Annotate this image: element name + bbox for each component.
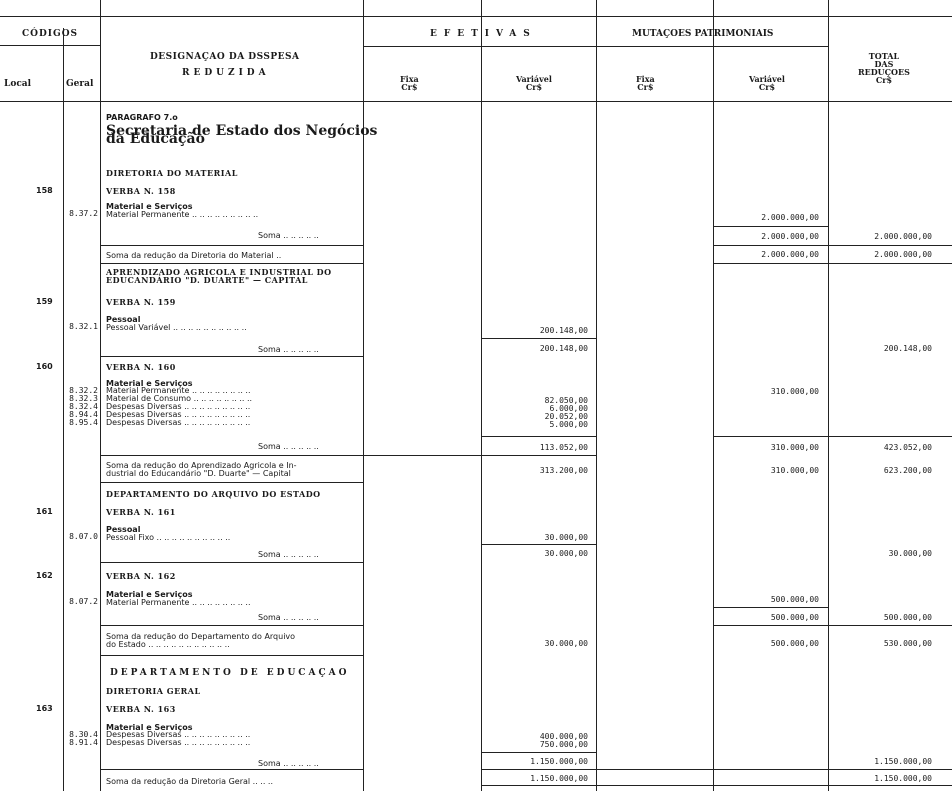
rule-11 bbox=[713, 607, 828, 608]
material-servicos-1: Material e Serviços bbox=[106, 202, 193, 211]
soma-diretoria-material-mut-var: 2.000.000,00 bbox=[761, 250, 819, 259]
rule-15b bbox=[481, 769, 952, 770]
rule-1 bbox=[713, 226, 828, 227]
rule-12 bbox=[100, 625, 363, 626]
soma-6-total: 1.150.000,00 bbox=[874, 757, 932, 766]
items-163: Despesas Diversas .. .. .. .. .. .. .. .. .. Despesas Diversas .. .. .. .. .. .. .. .. .. bbox=[106, 730, 251, 747]
local-code-162: 162 bbox=[36, 571, 53, 580]
geral-codes-163: 8.30.4 8.91.4 bbox=[69, 730, 98, 747]
diretoria-material-heading: DIRETORIA DO MATERIAL bbox=[106, 168, 238, 178]
header-mutacoes: MUTAÇOES PATRIMONIAIS bbox=[632, 29, 774, 39]
soma-aprendizado-label: Soma da redução do Aprendizado Agricola e In- dustrial do Educandário "D. Duarte" — Capital bbox=[106, 461, 297, 478]
rule-9 bbox=[481, 544, 596, 545]
material-permanente-1: Material Permanente .. .. .. .. .. .. .. .. .. bbox=[106, 210, 259, 219]
soma-arquivo-label: Soma da redução do Departamento do Arquivo do Estado .. .. .. .. .. .. .. .. .. .. .. bbox=[106, 632, 296, 649]
aprendizado-heading: APRENDIZADO AGRICOLA E INDUSTRIAL DO EDUCANDÁRIO "D. DUARTE" — CAPITAL bbox=[106, 267, 332, 285]
material-servicos-3: Material e Serviços bbox=[106, 590, 193, 599]
header-geral: Geral bbox=[66, 79, 94, 89]
soma-diretoria-geral-ef-var: 1.150.000,00 bbox=[530, 774, 588, 783]
soma-6-ef-var: 1.150.000,00 bbox=[530, 757, 588, 766]
material-servicos-2: Material e Serviços bbox=[106, 379, 193, 388]
rule-2b bbox=[713, 245, 952, 246]
rule-6 bbox=[481, 436, 596, 437]
soma-diretoria-geral-total: 1.150.000,00 bbox=[874, 774, 932, 783]
soma-5-label: Soma .. .. .. .. .. bbox=[258, 613, 319, 622]
pessoal-variavel-ef-var: 200.148,00 bbox=[539, 326, 588, 335]
header-designacao-2: REDUZIDA bbox=[182, 68, 270, 78]
pessoal-1: Pessoal bbox=[106, 315, 141, 324]
header-fixa-efetivas: Fixa Cr$ bbox=[400, 74, 419, 92]
soma-diretoria-material-label: Soma da redução da Diretoria do Material .. bbox=[106, 251, 282, 260]
values-163-ef-var: 400.000,00 750.000,00 bbox=[539, 732, 588, 749]
soma-arquivo-total: 530.000,00 bbox=[883, 639, 932, 648]
codigos-rule bbox=[0, 45, 100, 46]
soma-2-total: 200.148,00 bbox=[883, 344, 932, 353]
rule-13 bbox=[100, 655, 363, 656]
mat-perm-1-mut-var: 2.000.000,00 bbox=[761, 213, 819, 222]
geral-code-8072: 8.07.2 bbox=[69, 597, 98, 606]
soma-arquivo-ef-var: 30.000,00 bbox=[544, 639, 588, 648]
rule-3b bbox=[713, 263, 952, 264]
soma-aprendizado-ef-var: 313.200,00 bbox=[539, 466, 588, 475]
soma-aprendizado-total: 623.200,00 bbox=[883, 466, 932, 475]
rule-14 bbox=[481, 752, 596, 753]
verba-159: VERBA N. 159 bbox=[106, 297, 176, 307]
soma-diretoria-material-total: 2.000.000,00 bbox=[874, 250, 932, 259]
header-variavel-mutacoes: Variável Cr$ bbox=[749, 74, 785, 92]
soma-6-label: Soma .. .. .. .. .. bbox=[258, 759, 319, 768]
rule-16 bbox=[481, 785, 952, 786]
departamento-arquivo-heading: DEPARTAMENTO DO ARQUIVO DO ESTADO bbox=[106, 489, 321, 499]
soma-diretoria-geral-label: Soma da redução da Diretoria Geral .. .. .. bbox=[106, 777, 274, 786]
soma-3-mut-var: 310.000,00 bbox=[770, 443, 819, 452]
departamento-educacao-heading: DEPARTAMENTO DE EDUCAÇAO bbox=[110, 668, 350, 678]
local-code-161: 161 bbox=[36, 507, 53, 516]
col-line-var-mut bbox=[828, 0, 829, 791]
soma-1-total: 2.000.000,00 bbox=[874, 232, 932, 241]
col-line-geral bbox=[100, 0, 101, 791]
soma-aprendizado-mut-var: 310.000,00 bbox=[770, 466, 819, 475]
rule-15 bbox=[100, 769, 363, 770]
rule-2 bbox=[100, 245, 363, 246]
soma-1-mut-var: 2.000.000,00 bbox=[761, 232, 819, 241]
material-permanente-3: Material Permanente .. .. .. .. .. .. .. .. bbox=[106, 598, 251, 607]
geral-code-8321: 8.32.1 bbox=[69, 322, 98, 331]
local-code-159: 159 bbox=[36, 297, 53, 306]
values-160-ef-var: 82.050,00 6.000,00 20.052,00 5.000,00 bbox=[544, 396, 588, 429]
verba-158: VERBA N. 158 bbox=[106, 186, 176, 196]
top-rule bbox=[0, 16, 952, 17]
col-line-designacao bbox=[363, 0, 364, 791]
verba-160: VERBA N. 160 bbox=[106, 362, 176, 372]
soma-1-label: Soma .. .. .. .. .. bbox=[258, 231, 319, 240]
material-servicos-4: Material e Serviços bbox=[106, 723, 193, 732]
local-code-158: 158 bbox=[36, 186, 53, 195]
header-local: Local bbox=[4, 79, 32, 89]
rule-12b bbox=[713, 625, 952, 626]
rule-10 bbox=[100, 562, 363, 563]
secretaria-title: Secretaria de Estado dos Negócios da Educação bbox=[106, 123, 378, 147]
header-efetivas: EFETIVAS bbox=[430, 29, 537, 39]
rule-6b bbox=[713, 436, 952, 437]
soma-5-mut-var: 500.000,00 bbox=[770, 613, 819, 622]
rule-5 bbox=[100, 356, 363, 357]
header-total-reducoes: TOTAL DAS REDUÇOES Cr$ bbox=[858, 51, 910, 85]
header-codigos: CÓDIGOS bbox=[22, 29, 79, 39]
soma-4-ef-var: 30.000,00 bbox=[544, 549, 588, 558]
local-code-163: 163 bbox=[36, 704, 53, 713]
soma-2-ef-var: 200.148,00 bbox=[539, 344, 588, 353]
soma-3-label: Soma .. .. .. .. .. bbox=[258, 442, 319, 451]
col-line-var-ef bbox=[596, 0, 597, 791]
pessoal-2: Pessoal bbox=[106, 525, 141, 534]
diretoria-geral-heading: DIRETORIA GERAL bbox=[106, 686, 201, 696]
geral-codes-160: 8.32.2 8.32.3 8.32.4 8.94.4 8.95.4 bbox=[69, 386, 98, 427]
soma-3-total: 423.052,00 bbox=[883, 443, 932, 452]
pessoal-variavel: Pessoal Variável .. .. .. .. .. .. .. .. .. .. bbox=[106, 323, 247, 332]
items-160: Material Permanente .. .. .. .. .. .. .. .. Material de Consumo .. .. .. .. .. .. .. .. Despesas Diversas .. .. .. .. .. .. .. .. .. Despesas Diversas .. .. .. .. .. .. .. .. .. Despesas Diversas .. .. .. .. .. .. .. .. .. bbox=[106, 386, 253, 427]
soma-5-total: 500.000,00 bbox=[883, 613, 932, 622]
header-mid-rule bbox=[363, 46, 828, 47]
verba-163: VERBA N. 163 bbox=[106, 704, 176, 714]
header-designacao-1: DESIGNAÇAO DA DSSPESA bbox=[150, 52, 300, 62]
header-variavel-efetivas: Variável Cr$ bbox=[516, 74, 552, 92]
geral-code-8372: 8.37.2 bbox=[69, 209, 98, 218]
verba-161: VERBA N. 161 bbox=[106, 507, 176, 517]
rule-4 bbox=[481, 338, 596, 339]
soma-2-label: Soma .. .. .. .. .. bbox=[258, 345, 319, 354]
material-permanente-2-mut-var: 310.000,00 bbox=[770, 387, 819, 396]
soma-3-ef-var: 113.052,00 bbox=[539, 443, 588, 452]
rule-8 bbox=[100, 482, 363, 483]
verba-162: VERBA N. 162 bbox=[106, 571, 176, 581]
soma-4-total: 30.000,00 bbox=[888, 549, 932, 558]
geral-code-8070: 8.07.0 bbox=[69, 532, 98, 541]
pessoal-fixo: Pessoal Fixo .. .. .. .. .. .. .. .. .. .. bbox=[106, 533, 231, 542]
rule-7 bbox=[100, 455, 596, 456]
pessoal-fixo-ef-var: 30.000,00 bbox=[544, 533, 588, 542]
paragrafo-label: PARAGRAFO 7.o bbox=[106, 113, 178, 122]
local-code-160: 160 bbox=[36, 362, 53, 371]
material-permanente-3-mut-var: 500.000,00 bbox=[770, 595, 819, 604]
soma-4-label: Soma .. .. .. .. .. bbox=[258, 550, 319, 559]
soma-arquivo-mut-var: 500.000,00 bbox=[770, 639, 819, 648]
rule-3 bbox=[100, 263, 363, 264]
header-fixa-mutacoes: Fixa Cr$ bbox=[636, 74, 655, 92]
header-bottom-rule bbox=[0, 101, 952, 102]
